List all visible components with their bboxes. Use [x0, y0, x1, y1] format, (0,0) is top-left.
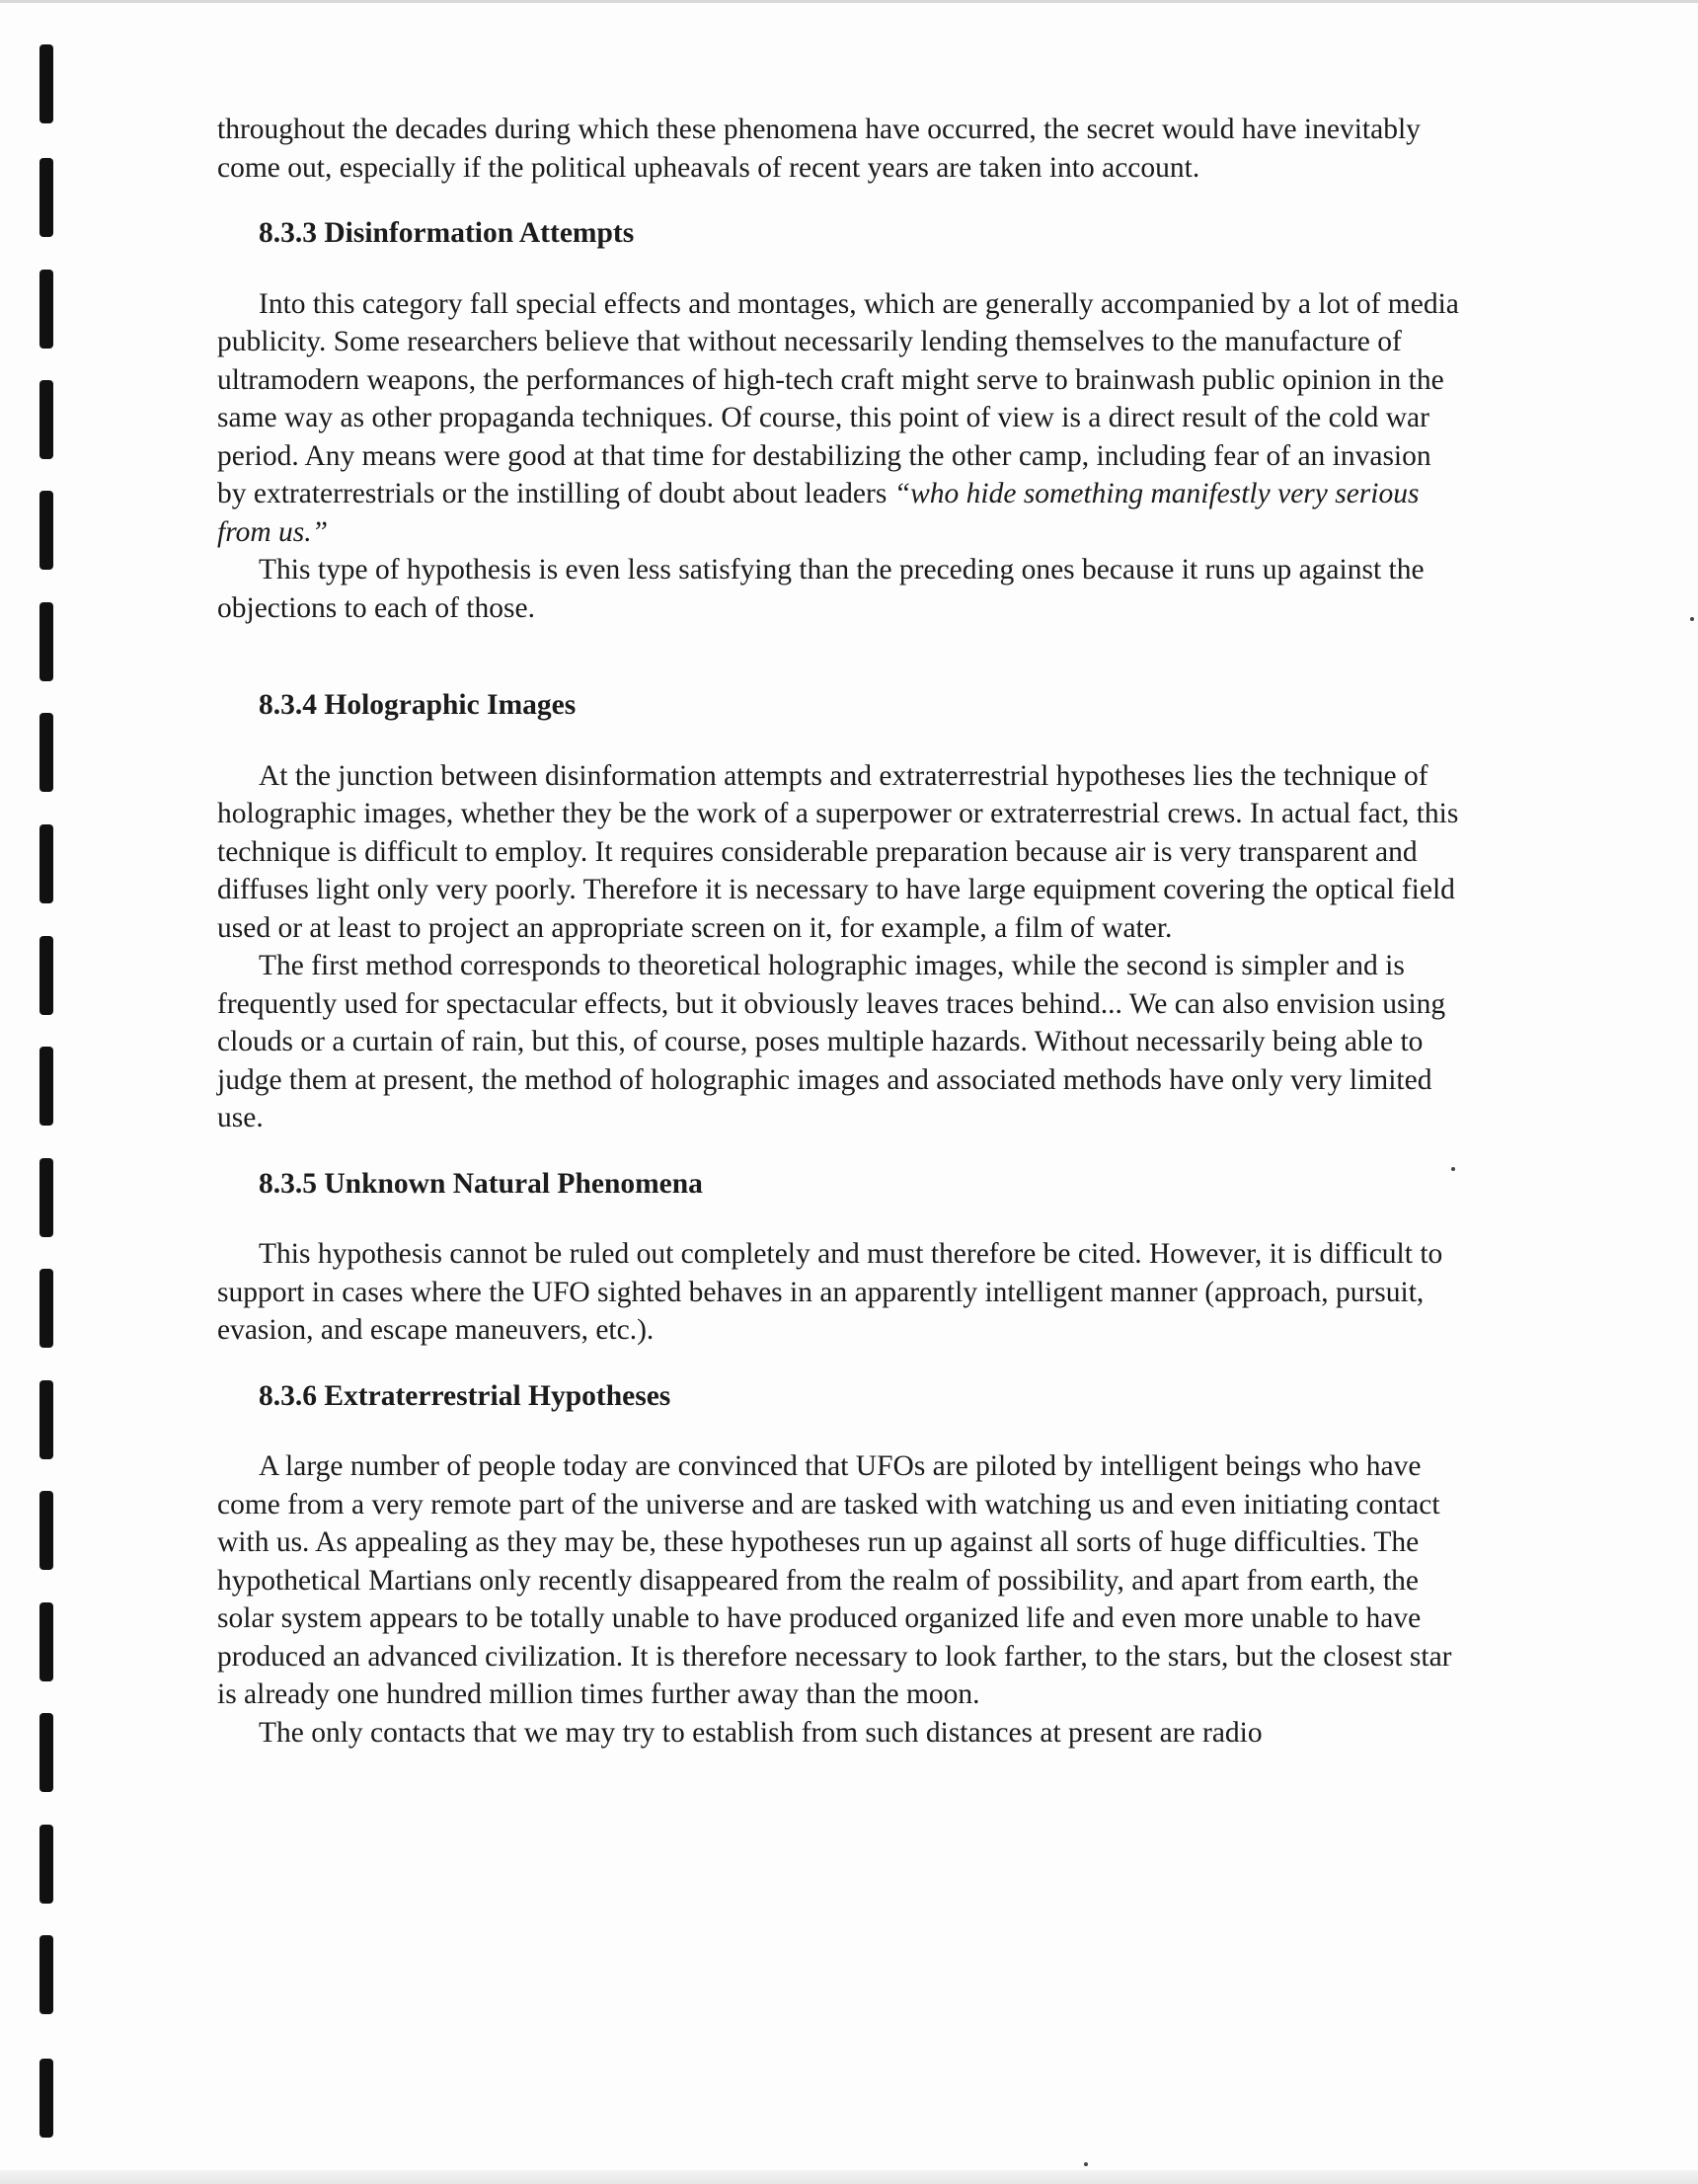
section-heading-natural-phenomena: 8.3.5 Unknown Natural Phenomena: [259, 1167, 703, 1200]
binding-hole: [39, 1380, 53, 1459]
binding-hole: [39, 380, 53, 459]
disinformation-paragraph-1-text: Into this category fall special effects and montages, which are generally accompanied by a lot of media publicity. Some researchers believe that without necessarily lending themselves to the manufacture of ultramodern weapons, the performances of high-tech craft might serve to brainwash public opinion in the same way as other propaganda techniques. Of course, this point of view is a direct result of the cold war period. Any means were good at that time for destabilizing the other camp, including fear of an invasion by extraterrestrials or the instilling of doubt about leaders: [217, 287, 1459, 509]
section-heading-extraterrestrial: 8.3.6 Extraterrestrial Hypotheses: [259, 1379, 671, 1412]
disinformation-paragraph-2: This type of hypothesis is even less satisfying than the preceding ones because it runs up against the objections to each of those.: [217, 554, 1425, 624]
page-bottom-edge: [0, 2170, 1698, 2184]
binding-hole: [39, 1602, 53, 1681]
binding-hole: [39, 44, 53, 123]
binding-hole: [39, 158, 53, 237]
extraterrestrial-paragraph-1: A large number of people today are convinced that UFOs are piloted by intelligent beings who have come from a very remote part of the universe and are tasked with watching us and even initiating contact with us. As appealing as they may be, these hypotheses run up against all sorts of huge difficulties. The hypothetical Martians only recently disappeared from the realm of possibility, and apart from earth, the solar system appears to be totally unable to have produced organized life and even more unable to have produced an advanced civilization. It is therefore necessary to look farther, to the stars, but the closest star is already one hundred million times further away than the moon.: [217, 1450, 1452, 1710]
binding-hole: [39, 270, 53, 349]
holographic-paragraph-1: At the junction between disinformation attempts and extraterrestrial hypotheses lies the technique of holographic images, whether they be the work of a superpower or extraterrestrial crews. In actual fact, this technique is difficult to employ. It requires considerable preparation because air is very transparent and diffuses light only very poorly. Therefore it is necessary to have large equipment covering the optical field used or at least to project an appropriate screen on it, for example, a film of water.: [217, 759, 1459, 944]
binding-holes: [38, 0, 57, 2184]
scan-speck: [1690, 617, 1694, 621]
opening-paragraph: throughout the decades during which these phenomena have occurred, the secret would have inevitably come out, especially if the political upheavals of recent years are taken into account.: [217, 114, 1421, 184]
binding-hole: [39, 713, 53, 792]
scan-speck: [1084, 2162, 1088, 2166]
binding-hole: [39, 1158, 53, 1237]
section-heading-holographic: 8.3.4 Holographic Images: [259, 689, 577, 721]
extraterrestrial-paragraph-2: The only contacts that we may try to establish from such distances at present are radio: [259, 1716, 1263, 1749]
section-heading-disinformation: 8.3.3 Disinformation Attempts: [259, 217, 635, 249]
binding-hole: [39, 491, 53, 570]
binding-hole: [39, 1935, 53, 2014]
holographic-paragraph-2: The first method corresponds to theoretical holographic images, while the second is simpler and is frequently used for spectacular effects, but it obviously leaves traces behind... We can also envision using clouds or a curtain of rain, but this, of course, poses multiple hazards. Without necessarily being able to judge them at present, the method of holographic images and associated methods have only very limited use.: [217, 950, 1446, 1133]
disinformation-quote: “who hide something manifestly very serious from us.”: [217, 478, 1420, 548]
binding-hole: [39, 602, 53, 681]
binding-hole: [39, 1713, 53, 1792]
page-top-edge: [0, 0, 1698, 3]
binding-hole: [39, 936, 53, 1015]
binding-hole: [39, 2059, 53, 2138]
binding-hole: [39, 1491, 53, 1570]
disinformation-paragraph-1: [217, 285, 1461, 552]
natural-phenomena-paragraph: This hypothesis cannot be ruled out completely and must therefore be cited. However, it is difficult to support in cases where the UFO sighted behaves in an apparently intelligent manner (approach, pursuit, evasion, and escape maneuvers, etc.).: [217, 1238, 1443, 1346]
binding-hole: [39, 824, 53, 903]
text-column: [217, 111, 1461, 1752]
binding-hole: [39, 1269, 53, 1348]
binding-hole: [39, 1825, 53, 1904]
binding-hole: [39, 1047, 53, 1126]
